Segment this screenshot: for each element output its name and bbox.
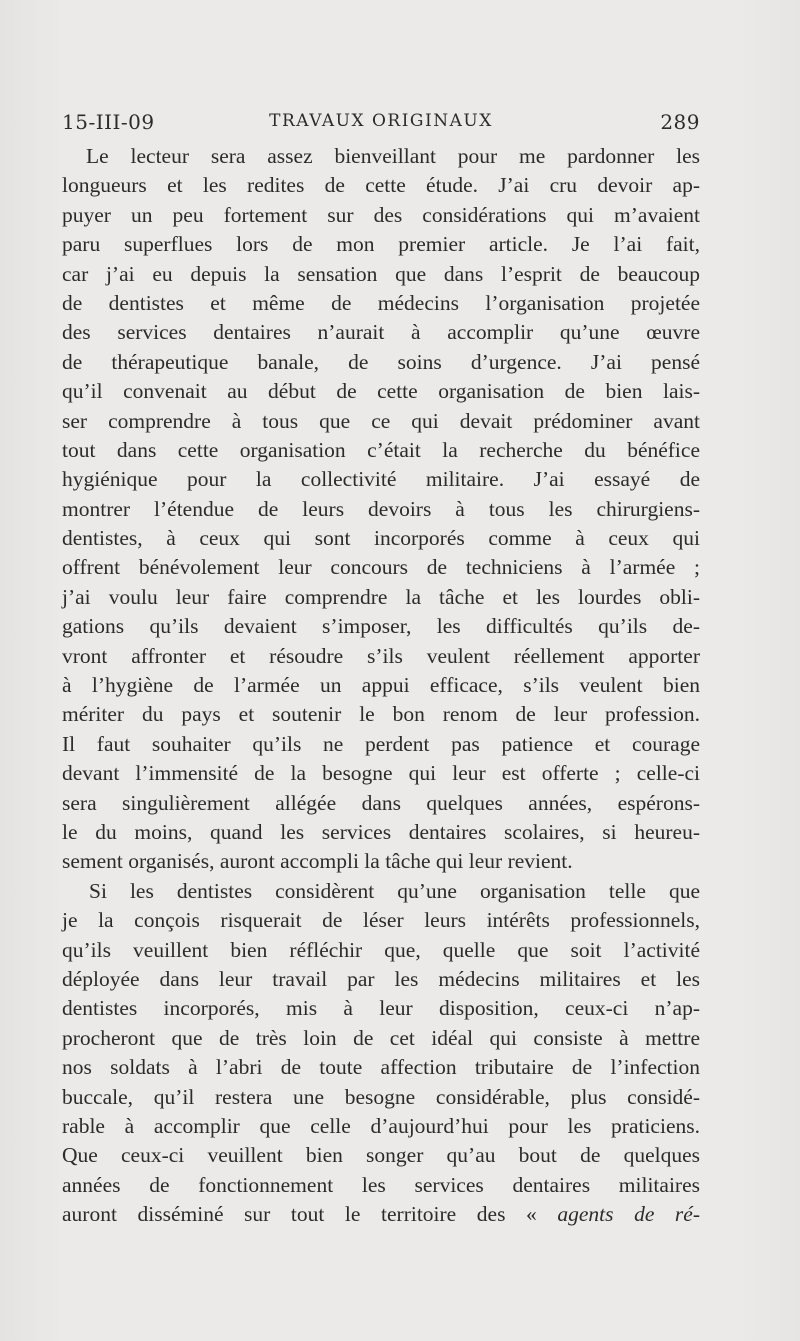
text-line-content: tout dans cette organisation c’était la recherche du bénéfice: [62, 437, 700, 462]
text-line: [62, 1024, 700, 1053]
text-line-content: je la conçois risquerait de léser leurs intérêts professionnels,: [62, 908, 700, 933]
text-line-content: paru superflues lors de mon premier article. Je l’ai fait,: [62, 232, 700, 257]
text-line: [62, 465, 700, 494]
text-line: [62, 906, 700, 935]
text-line-content: déployée dans leur travail par les médecins militaires et les: [62, 966, 700, 991]
text-line-content: devant l’immensité de la besogne qui leur est offerte ; celle-ci: [62, 761, 700, 786]
text-line: [62, 260, 700, 289]
text-line-content: dentistes, à ceux qui sont incorporés comme à ceux qui: [62, 526, 700, 551]
text-line-content: dentistes incorporés, mis à leur disposition, ceux-ci n’ap-: [62, 996, 700, 1021]
text-line-content: buccale, qu’il restera une besogne considérable, plus considé-: [62, 1084, 700, 1109]
text-line: [62, 142, 700, 171]
header-section-title: TRAVAUX ORIGINAUX: [269, 111, 493, 131]
text-line-content: qu’ils veuillent bien réfléchir que, quelle que soit l’activité: [62, 937, 700, 962]
text-line-content: gations qu’ils devaient s’imposer, les difficultés qu’ils de-: [62, 614, 700, 639]
text-line-content: des services dentaires n’aurait à accomplir qu’une œuvre: [62, 320, 700, 345]
text-line-content: Il faut souhaiter qu’ils ne perdent pas patience et courage: [62, 731, 700, 756]
text-line: [62, 553, 700, 582]
text-line: [62, 965, 700, 994]
text-line: [62, 1053, 700, 1082]
page-number: 289: [660, 110, 700, 134]
text-line-content: car j’ai eu depuis la sensation que dans l’esprit de beaucoup: [62, 261, 700, 286]
text-line: [62, 877, 700, 906]
text-line: [62, 1171, 700, 1200]
text-line: [62, 1141, 700, 1170]
text-line-content: le du moins, quand les services dentaires scolaires, si heureu-: [62, 819, 700, 844]
text-line-content: auront disséminé sur tout le territoire des «: [62, 1202, 558, 1227]
text-line-content: sement organisés, auront accompli la tâche qui leur revient.: [62, 849, 573, 874]
text-line-content: mériter du pays et soutenir le bon renom de leur profession.: [62, 702, 700, 727]
text-line-content: qu’il convenait au début de cette organisation de bien lais-: [62, 379, 700, 404]
text-line: [62, 583, 700, 612]
text-line: [62, 407, 700, 436]
text-line-content: de thérapeutique banale, de soins d’urgence. J’ai pensé: [62, 349, 700, 374]
text-line-content: rable à accomplir que celle d’aujourd’hui pour les praticiens.: [62, 1113, 700, 1138]
text-line: [62, 348, 700, 377]
text-line-content: ser comprendre à tous que ce qui devait prédominer avant: [62, 408, 700, 433]
text-line: [62, 1112, 700, 1141]
text-line-content: Le lecteur sera assez bienveillant pour me pardonner les: [86, 144, 700, 168]
text-line: [62, 171, 700, 200]
text-line: [62, 847, 700, 876]
text-line: [62, 936, 700, 965]
text-line: [62, 230, 700, 259]
text-line: [62, 436, 700, 465]
text-line-content: hygiénique pour la collectivité militaire. J’ai essayé de: [62, 467, 700, 492]
text-line: [62, 671, 700, 700]
text-line: [62, 994, 700, 1023]
text-line: [62, 730, 700, 759]
text-line-content: de dentistes et même de médecins l’organisation projetée: [62, 290, 700, 315]
text-line-content: procheront que de très loin de cet idéal qui consiste à mettre: [62, 1025, 700, 1050]
text-line: [62, 1200, 700, 1229]
text-line: [62, 642, 700, 671]
text-line-content: montrer l’étendue de leurs devoirs à tous les chirurgiens-: [62, 496, 700, 521]
text-line-content: j’ai voulu leur faire comprendre la tâche et les lourdes obli-: [62, 584, 700, 609]
text-line-content: puyer un peu fortement sur des considérations qui m’avaient: [62, 202, 700, 227]
text-line: [62, 700, 700, 729]
text-line: [62, 495, 700, 524]
text-line-content: Si les dentistes considèrent qu’une organisation telle que: [89, 878, 700, 903]
text-line: [62, 818, 700, 847]
text-line-content: vront affronter et résoudre s’ils veulent réellement apporter: [62, 643, 700, 668]
text-line: [62, 612, 700, 641]
text-line-content: à l’hygiène de l’armée un appui efficace, s’ils veulent bien: [62, 673, 700, 698]
text-line-content: nos soldats à l’abri de toute affection tributaire de l’infection: [62, 1055, 700, 1080]
running-header: [62, 110, 700, 140]
text-line-content: sera singulièrement allégée dans quelques années, espérons-: [62, 790, 700, 815]
text-line: [62, 289, 700, 318]
text-line: [62, 1083, 700, 1112]
text-line-content: offrent bénévolement leur concours de techniciens à l’armée ;: [62, 555, 700, 580]
body-text: [62, 142, 700, 1229]
text-line: [62, 759, 700, 788]
text-line: [62, 318, 700, 347]
text-line: [62, 377, 700, 406]
text-line-content: Que ceux-ci veuillent bien songer qu’au bout de quelques: [62, 1143, 700, 1168]
text-line: [62, 524, 700, 553]
header-date: 15-III-09: [62, 110, 155, 134]
text-line-content: années de fonctionnement les services dentaires militaires: [62, 1172, 700, 1197]
text-line: [62, 789, 700, 818]
italic-text: agents de ré-: [557, 1202, 700, 1227]
text-line-content: longueurs et les redites de cette étude. J’ai cru devoir ap-: [62, 173, 700, 198]
text-line: [62, 201, 700, 230]
